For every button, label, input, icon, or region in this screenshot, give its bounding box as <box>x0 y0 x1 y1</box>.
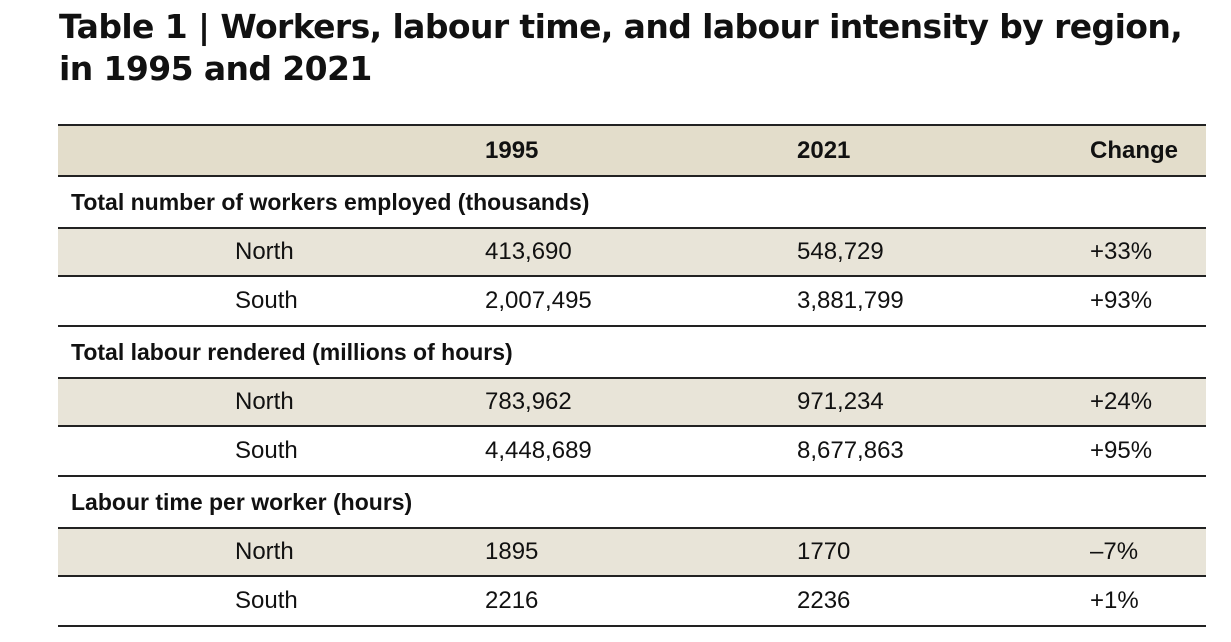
change-cell: +93% <box>1090 287 1153 314</box>
column-header-1995: 1995 <box>485 136 539 164</box>
value-2021-cell: 548,729 <box>797 238 884 265</box>
table-row <box>58 527 1206 577</box>
data-table <box>58 124 1206 627</box>
region-cell: North <box>235 388 294 415</box>
column-header-change: Change <box>1090 136 1179 164</box>
change-cell: +1% <box>1090 587 1139 614</box>
region-cell: South <box>235 287 298 314</box>
table-row <box>58 577 1206 627</box>
change-cell: +33% <box>1090 238 1153 265</box>
region-cell: South <box>235 437 298 464</box>
table-row <box>58 377 1206 427</box>
table-row <box>58 427 1206 477</box>
value-2021-cell: 971,234 <box>797 388 884 415</box>
value-1995-cell: 783,962 <box>485 388 572 415</box>
table-title: Table 1 | Workers, labour time, and labour intensity by region, in 1995 and 2021 <box>59 7 1183 88</box>
section-label: Total number of workers employed (thousands) <box>71 188 590 215</box>
section-heading-workers <box>58 177 1206 227</box>
value-2021-cell: 2236 <box>797 587 851 614</box>
table-header-row <box>58 126 1206 177</box>
column-header-2021: 2021 <box>797 136 851 164</box>
value-1995-cell: 4,448,689 <box>485 437 592 464</box>
change-cell: –7% <box>1090 538 1139 565</box>
region-cell: North <box>235 538 294 565</box>
value-2021-cell: 1770 <box>797 538 851 565</box>
section-label: Labour time per worker (hours) <box>71 488 413 515</box>
value-2021-cell: 8,677,863 <box>797 437 904 464</box>
region-cell: South <box>235 587 298 614</box>
table-row <box>58 227 1206 277</box>
section-label: Total labour rendered (millions of hours) <box>71 338 513 365</box>
value-1995-cell: 413,690 <box>485 238 572 265</box>
value-2021-cell: 3,881,799 <box>797 287 904 314</box>
value-1995-cell: 2,007,495 <box>485 287 592 314</box>
value-1995-cell: 2216 <box>485 587 539 614</box>
change-cell: +24% <box>1090 388 1153 415</box>
value-1995-cell: 1895 <box>485 538 539 565</box>
section-heading-labour <box>58 327 1206 377</box>
region-cell: North <box>235 238 294 265</box>
table-row <box>58 277 1206 327</box>
change-cell: +95% <box>1090 437 1153 464</box>
section-heading-time <box>58 477 1206 527</box>
